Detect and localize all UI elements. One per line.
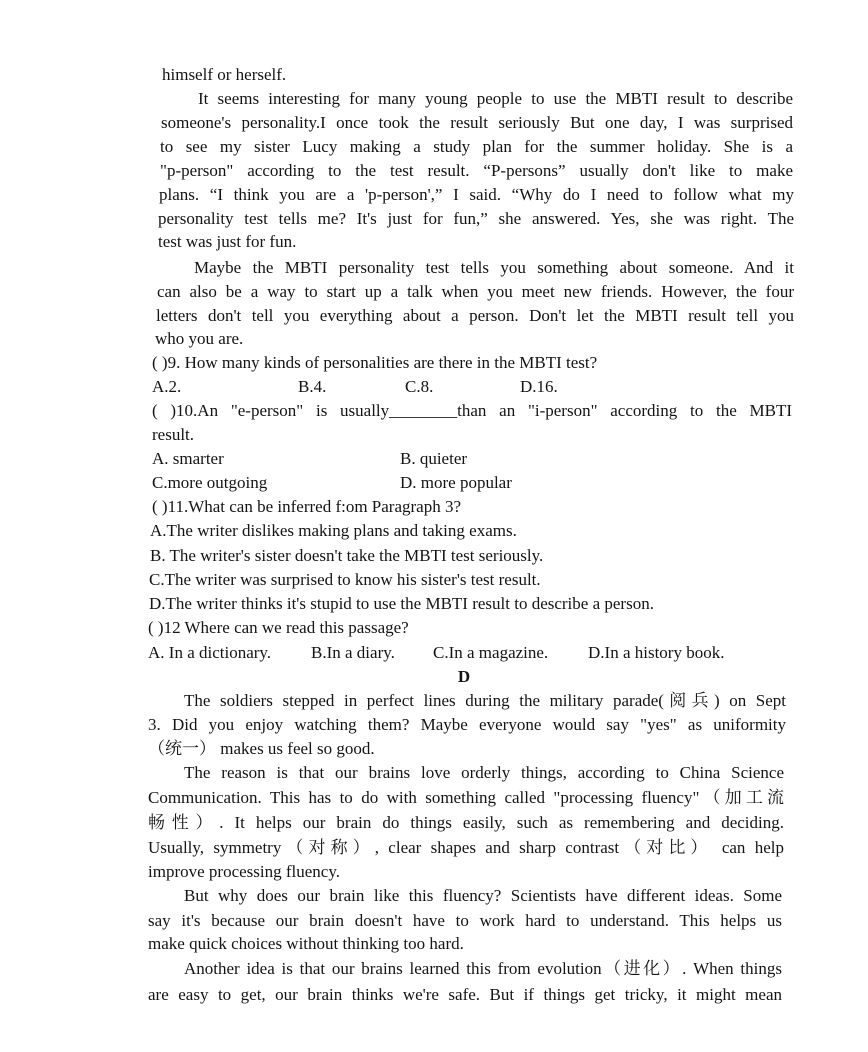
question-10-stem: ( )10.An "e-person" is usually________than an "i-person" according to the MBTI	[152, 401, 792, 420]
question-11-stem: ( )11.What can be inferred f:om Paragraph 3?	[152, 497, 462, 516]
carry-over-line: himself or herself.	[162, 65, 287, 84]
passage-d-p2-line: The reason is that our brains love orderly things, according to China Science	[184, 763, 784, 782]
option-a[interactable]: A. In a dictionary.	[148, 643, 272, 662]
passage-c-p2-line: letters don't tell you everything about a person. Don't let the MBTI result tell you	[156, 306, 794, 325]
option-d[interactable]: D.16.	[520, 377, 558, 396]
passage-c-p2-line: can also be a way to start up a talk when you meet new friends. However, the four	[157, 282, 794, 301]
option-a[interactable]: A.2.	[152, 377, 182, 396]
passage-d-p2-line: Usually, symmetry（对称）, clear shapes and sharp contrast（对比） can help	[148, 838, 784, 857]
option-c[interactable]: C.more outgoing	[152, 473, 268, 492]
question-9-stem: ( )9. How many kinds of personalities are there in the MBTI test?	[152, 353, 598, 372]
passage-c-p1-line: plans. “I think you are a 'p-person',” I said. “Why do I need to follow what my	[159, 185, 794, 204]
question-12-stem: ( )12 Where can we read this passage?	[148, 618, 409, 637]
passage-d-p3-line: make quick choices without thinking too hard.	[148, 934, 464, 953]
passage-d-p2-line: improve processing fluency.	[148, 862, 340, 881]
option-a[interactable]: A. smarter	[152, 449, 224, 468]
passage-d-p3-line: But why does our brain like this fluency? Scientists have different ideas. Some	[184, 886, 782, 905]
passage-d-p1-line: The soldiers stepped in perfect lines during the military parade(阅兵) on Sept	[184, 691, 786, 710]
passage-c-p1-line: "p-person" according to the test result. “P-persons” usually don't like to make	[160, 161, 793, 180]
passage-c-p1-line: personality test tells me? It's just for fun,” she answered. Yes, she was right. The	[158, 209, 794, 228]
option-d[interactable]: D.The writer thinks it's stupid to use the MBTI result to describe a person.	[149, 594, 654, 613]
option-b[interactable]: B. The writer's sister doesn't take the MBTI test seriously.	[150, 546, 544, 565]
passage-d-p1-line: （统一） makes us feel so good.	[148, 739, 375, 758]
option-a[interactable]: A.The writer dislikes making plans and taking exams.	[150, 521, 517, 540]
passage-d-p3-line: say it's because our brain doesn't have to work hard to understand. This helps us	[148, 911, 782, 930]
passage-c-p2-line: Maybe the MBTI personality test tells you something about someone. And it	[194, 258, 794, 277]
passage-c-p1-line: someone's personality.I once took the result seriously But one day, I was surprised	[161, 113, 793, 132]
question-10-stem-cont: result.	[152, 425, 195, 444]
option-c[interactable]: C.8.	[405, 377, 434, 396]
section-title: D	[457, 667, 471, 686]
passage-d-p4-line: Another idea is that our brains learned this from evolution（进化）. When things	[184, 959, 782, 978]
option-d[interactable]: D.In a history book.	[588, 643, 725, 662]
option-b[interactable]: B.4.	[298, 377, 327, 396]
passage-d-p2-line: 畅性）. It helps our brain do things easily, such as remembering and deciding.	[148, 813, 784, 832]
passage-c-p1-line: to see my sister Lucy making a study plan for the summer holiday. She is a	[160, 137, 793, 156]
passage-c-p2-line: who you are.	[155, 329, 244, 348]
option-c[interactable]: C.In a magazine.	[433, 643, 549, 662]
passage-d-p1-line: 3. Did you enjoy watching them? Maybe everyone would say "yes" as uniformity	[148, 715, 786, 734]
option-b[interactable]: B.In a diary.	[311, 643, 395, 662]
passage-d-p4-line: are easy to get, our brain thinks we're safe. But if things get tricky, it might mean	[148, 985, 782, 1004]
option-b[interactable]: B. quieter	[400, 449, 468, 468]
option-d[interactable]: D. more popular	[400, 473, 512, 492]
option-c[interactable]: C.The writer was surprised to know his sister's test result.	[149, 570, 541, 589]
passage-d-p2-line: Communication. This has to do with something called "processing fluency"（加工流	[148, 788, 784, 807]
passage-c-p1-line: It seems interesting for many young people to use the MBTI result to describe	[198, 89, 793, 108]
passage-c-p1-line: test was just for fun.	[158, 232, 297, 251]
